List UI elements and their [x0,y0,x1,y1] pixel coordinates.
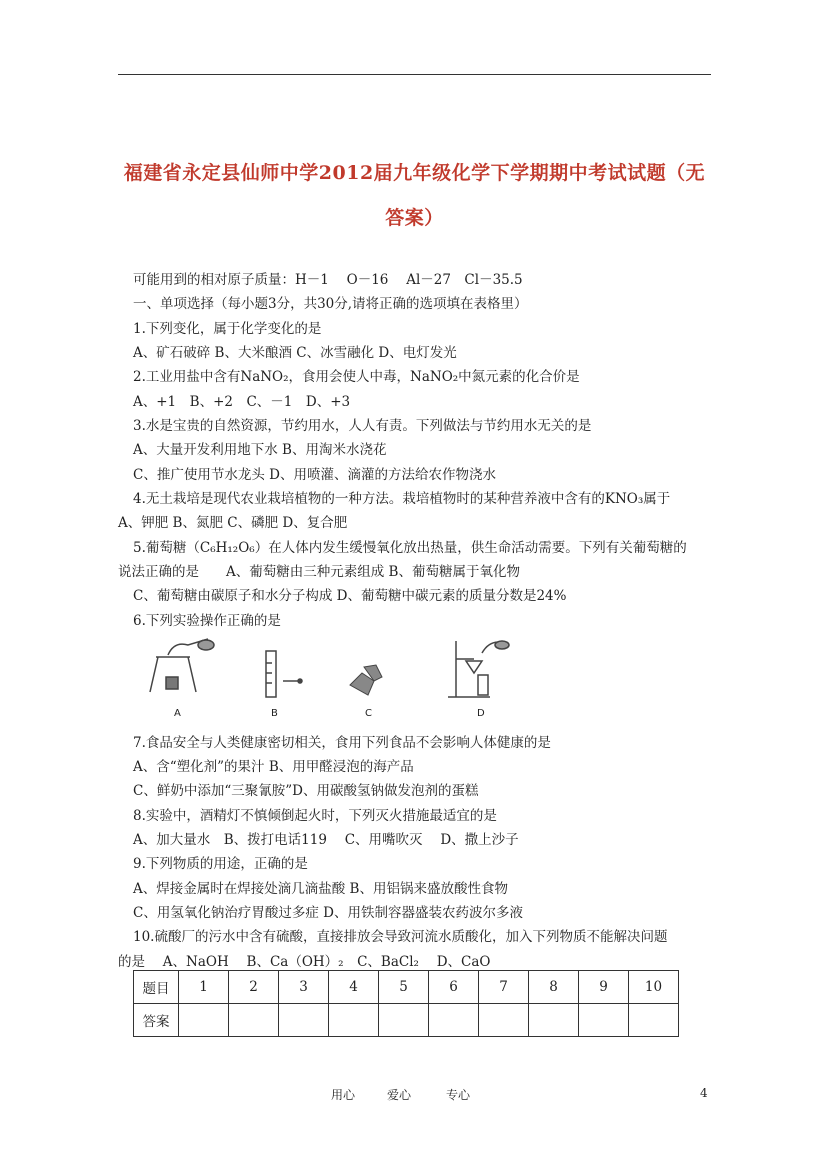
answer-cell[interactable] [379,1004,429,1037]
answer-cell[interactable] [629,1004,679,1037]
figure-label-d: D [477,708,485,719]
table-cell: 6 [429,971,479,1004]
question-2: 2.工业用盐中含有NaNO₂，食用会使人中毒，NaNO₂中氮元素的化合价是 [133,369,580,385]
table-cell: 题目 [134,971,179,1004]
table-cell: 8 [529,971,579,1004]
figure-c-hands-icon [350,665,382,695]
footer-text-2: 爱心 [387,1088,412,1102]
table-cell: 1 [179,971,229,1004]
question-7-options-cd: C、鲜奶中添加“三聚氰胺”D、用碳酸氢钠做发泡剂的蛋糕 [133,783,479,799]
figure-d-stand-icon [448,641,509,697]
figure-label-a: A [174,708,181,719]
answer-table [133,970,679,1037]
question-3-options-ab: A、大量开发利用地下水 B、用淘米水浇花 [133,442,387,458]
footer-text-3: 专心 [446,1088,471,1102]
question-3-options-cd: C、推广使用节水龙头 D、用喷灌、滴灌的方法给农作物浇水 [133,467,496,483]
question-7-options-ab: A、含“塑化剂”的果汁 B、用甲醛浸泡的海产品 [133,759,414,775]
question-7: 7.食品安全与人类健康密切相关，食用下列食品不会影响人体健康的是 [133,735,551,751]
question-9-options-ab: A、焊接金属时在焊接处滴几滴盐酸 B、用铝锅来盛放酸性食物 [133,881,508,897]
question-9-options-cd: C、用氢氧化钠治疗胃酸过多症 D、用铁制容器盛装农药波尔多液 [133,905,523,921]
question-6: 6.下列实验操作正确的是 [133,613,281,629]
page-number: 4 [700,1086,708,1100]
answer-cell[interactable] [579,1004,629,1037]
header-rule [118,74,711,75]
answer-cell[interactable] [429,1004,479,1037]
table-cell: 5 [379,971,429,1004]
table-cell: 10 [629,971,679,1004]
question-1-options: A、矿石破碎 B、大米酿酒 C、冰雪融化 D、电灯发光 [133,345,457,361]
question-5: 5.葡萄糖（C₆H₁₂O₆）在人体内发生缓慢氧化放出热量，供生命活动需要。下列有关葡萄糖的 [133,540,687,556]
table-cell: 9 [579,971,629,1004]
table-cell: 答案 [134,1004,179,1037]
question-2-options: A、+1 B、+2 C、－1 D、+3 [133,394,351,410]
answer-cell[interactable] [179,1004,229,1037]
question-10-options: 的是 A、NaOH B、Ca（OH）₂ C、BaCl₂ D、CaO [118,954,491,970]
question-9: 9.下列物质的用途，正确的是 [133,856,308,872]
atomic-mass-line: 可能用到的相对原子质量：H－1 O－16 Al－27 Cl－35.5 [133,272,523,288]
figure-label-b: B [271,708,278,719]
question-8-options: A、加大量水 B、拨打电话119 C、用嘴吹灭 D、撒上沙子 [133,832,519,848]
question-5-options-ab: 说法正确的是 A、葡萄糖由三种元素组成 B、葡萄糖属于氧化物 [118,564,520,580]
table-cell: 7 [479,971,529,1004]
answer-table-header-row [134,971,679,1004]
table-cell: 3 [279,971,329,1004]
table-cell: 4 [329,971,379,1004]
section-heading: 一、单项选择（每小题3分，共30分,请将正确的选项填在表格里） [133,296,528,312]
question-4: 4.无土栽培是现代农业栽培植物的一种方法。栽培植物时的某种营养液中含有的KNO₃属于 [133,491,671,507]
question-3: 3.水是宝贵的自然资源，节约用水，人人有责。下列做法与节约用水无关的是 [133,418,592,434]
answer-cell[interactable] [329,1004,379,1037]
answer-cell[interactable] [229,1004,279,1037]
figure-label-c: C [365,708,372,719]
answer-cell[interactable] [279,1004,329,1037]
answer-cell[interactable] [479,1004,529,1037]
page-title-continued: 答案） [385,207,444,229]
footer-text-1: 用心 [331,1088,356,1102]
question-8: 8.实验中，酒精灯不慎倾倒起火时，下列灭火措施最适宜的是 [133,808,497,824]
question-10: 10.硫酸厂的污水中含有硫酸，直接排放会导致河流水质酸化，加入下列物质不能解决问题 [133,929,668,945]
figure-b-cylinder-icon [266,651,302,697]
figure-a-heating-icon [150,639,214,692]
answer-cell[interactable] [529,1004,579,1037]
answer-table-answer-row [134,1004,679,1037]
table-cell: 2 [229,971,279,1004]
question-1: 1.下列变化，属于化学变化的是 [133,321,322,337]
page-title: 福建省永定县仙师中学2012届九年级化学下学期期中考试试题（无 [123,162,706,184]
question-5-options-cd: C、葡萄糖由碳原子和水分子构成 D、葡萄糖中碳元素的质量分数是24% [133,588,567,604]
question-4-options: A、钾肥 B、氮肥 C、磷肥 D、复合肥 [118,515,348,531]
